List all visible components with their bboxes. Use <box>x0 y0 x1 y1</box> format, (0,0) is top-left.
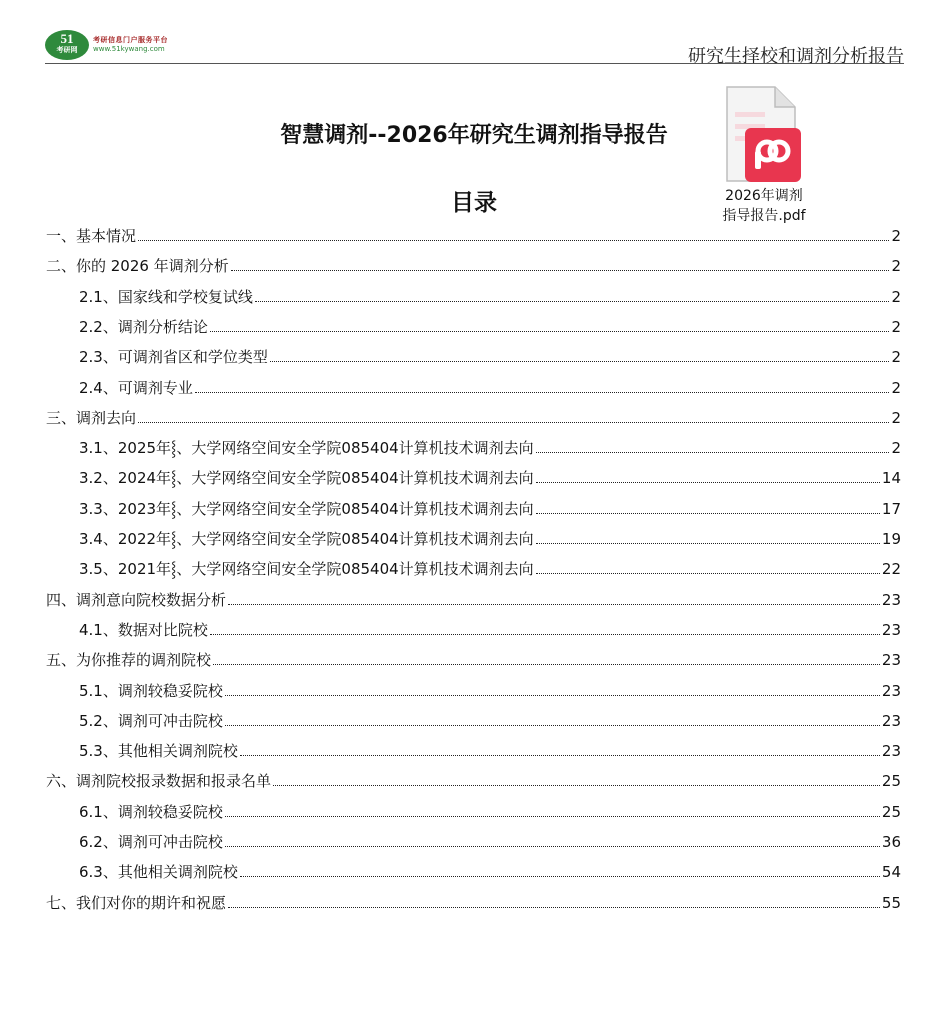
toc-entry[interactable] <box>46 769 901 791</box>
toc-entry-page: 14 <box>881 469 901 488</box>
toc-leader-dots <box>138 422 889 423</box>
toc-entry[interactable] <box>46 891 901 913</box>
toc-leader-dots <box>536 513 880 514</box>
pdf-attachment[interactable] <box>709 82 819 238</box>
toc-entry[interactable] <box>79 709 901 731</box>
toc-leader-dots <box>225 846 880 847</box>
toc-entry-label: 三、调剂去向 <box>46 408 137 427</box>
toc-entry[interactable] <box>79 345 901 367</box>
toc-entry-label: 2.2、调剂分析结论 <box>79 317 208 336</box>
toc-leader-dots <box>228 907 880 908</box>
pdf-filename-line2: 指导报告.pdf <box>722 208 806 224</box>
toc-entry-label: 5.3、其他相关调剂院校 <box>79 742 238 761</box>
toc-entry-label: 2.1、国家线和学校复试线 <box>79 287 253 306</box>
toc-entry-page: 23 <box>881 590 901 609</box>
toc-entry-label: 七、我们对你的期许和祝愿 <box>46 893 227 912</box>
toc-entry-label: 2.4、可调剂专业 <box>79 378 193 397</box>
toc-entry[interactable] <box>79 527 901 549</box>
toc-entry-page: 2 <box>891 287 901 306</box>
toc-entry[interactable] <box>79 860 901 882</box>
toc-entry[interactable] <box>46 406 901 428</box>
toc-entry[interactable] <box>79 285 901 307</box>
toc-leader-dots <box>195 392 890 393</box>
toc-entry[interactable] <box>79 376 901 398</box>
toc-leader-dots <box>225 695 880 696</box>
pdf-file-icon <box>723 84 803 184</box>
toc-entry-page: 23 <box>881 681 901 700</box>
toc-entry[interactable] <box>79 800 901 822</box>
logo-url: www.51kywang.com <box>93 45 165 53</box>
document-title: 智慧调剂--2026年研究生调剂指导报告 <box>280 123 668 148</box>
toc-leader-dots <box>536 573 880 574</box>
toc-entry-label: 2.3、可调剂省区和学位类型 <box>79 348 268 367</box>
toc-entry-page: 54 <box>881 863 901 882</box>
toc-entry-label: 5.1、调剂较稳妥院校 <box>79 681 223 700</box>
toc-entry-page: 25 <box>881 772 901 791</box>
toc-entry-page: 23 <box>881 651 901 670</box>
logo-number: 51 <box>60 31 74 46</box>
toc-leader-dots <box>213 664 880 665</box>
toc-leader-dots <box>273 785 880 786</box>
toc-entry-label: 6.3、其他相关调剂院校 <box>79 863 238 882</box>
toc-entry-label: 6.2、调剂可冲击院校 <box>79 833 223 851</box>
toc-entry-label: 四、调剂意向院校数据分析 <box>46 590 227 609</box>
toc-entry-page: 2 <box>891 378 901 397</box>
toc-leader-dots <box>270 361 890 362</box>
toc-entry[interactable] <box>79 739 901 761</box>
toc-leader-dots <box>225 816 880 817</box>
toc-entry-label: 3.1、2025年⸾、大学网络空间安全学院085404计算机技术调剂去向 <box>79 439 534 458</box>
toc-entry-page: 55 <box>881 893 901 912</box>
toc-leader-dots <box>138 240 889 241</box>
toc-entry-label: 六、调剂院校报录数据和报录名单 <box>46 772 272 791</box>
toc-entry-label: 二、你的 2026 年调剂分析 <box>46 257 229 276</box>
toc-entry-label: 一、基本情况 <box>46 227 137 245</box>
toc-entry-label: 3.4、2022年⸾、大学网络空间安全学院085404计算机技术调剂去向 <box>79 530 534 548</box>
pdf-filename-line1: 2026年调剂 <box>725 188 803 204</box>
toc-entry[interactable] <box>46 588 901 610</box>
toc-entry-label: 五、为你推荐的调剂院校 <box>46 651 212 670</box>
toc-entry-label: 5.2、调剂可冲击院校 <box>79 711 223 730</box>
toc-leader-dots <box>210 634 880 635</box>
toc-leader-dots <box>240 755 880 756</box>
toc-entry-page: 2 <box>891 408 901 427</box>
toc-leader-dots <box>536 452 890 453</box>
toc-entry-page: 17 <box>881 499 901 518</box>
toc-heading: 目录 <box>451 190 497 216</box>
toc-entry-page: 23 <box>881 620 901 639</box>
toc-leader-dots <box>536 543 880 544</box>
toc-leader-dots <box>210 331 890 332</box>
toc-entry-label: 6.1、调剂较稳妥院校 <box>79 802 223 821</box>
toc-entry-label: 3.3、2023年⸾、大学网络空间安全学院085404计算机技术调剂去向 <box>79 499 534 518</box>
header-title: 研究生择校和调剂分析报告 <box>688 46 904 67</box>
toc-entry-page: 19 <box>881 530 901 548</box>
toc-entry-label: 3.5、2021年⸾、大学网络空间安全学院085404计算机技术调剂去向 <box>79 560 534 579</box>
toc-leader-dots <box>231 270 890 271</box>
toc-entry-page: 23 <box>881 742 901 761</box>
toc-entry-page: 23 <box>881 711 901 730</box>
logo-tagline: 考研信息门户服务平台 <box>93 36 168 44</box>
toc-entry-page: 22 <box>881 560 901 579</box>
logo-sub: 考研网 <box>56 46 78 54</box>
toc-entry-label: 4.1、数据对比院校 <box>79 620 208 639</box>
toc-leader-dots <box>240 876 880 877</box>
toc-entry-page: 2 <box>891 257 901 276</box>
toc-leader-dots <box>255 301 890 302</box>
toc-entry-page: 2 <box>891 317 901 336</box>
toc-entry[interactable] <box>79 830 901 852</box>
toc-entry-page: 25 <box>881 802 901 821</box>
toc-entry-page: 2 <box>891 439 901 458</box>
toc-leader-dots <box>228 604 880 605</box>
toc-entry[interactable] <box>79 466 901 488</box>
toc-entry-page: 2 <box>891 348 901 367</box>
toc-entry-page: 2 <box>891 227 901 245</box>
toc-entry[interactable] <box>79 679 901 701</box>
toc-entry-page: 36 <box>881 833 901 851</box>
toc-leader-dots <box>536 482 880 483</box>
toc-entry[interactable] <box>79 315 901 337</box>
toc-entry[interactable] <box>79 436 901 458</box>
pdf-filename <box>709 186 819 226</box>
toc-entry[interactable] <box>79 557 901 579</box>
toc-entry[interactable] <box>79 618 901 640</box>
toc-leader-dots <box>225 725 880 726</box>
toc-entry[interactable] <box>79 497 901 519</box>
toc-entry[interactable] <box>46 648 901 670</box>
toc-entry-label: 3.2、2024年⸾、大学网络空间安全学院085404计算机技术调剂去向 <box>79 469 534 488</box>
toc-entry[interactable] <box>46 254 901 276</box>
